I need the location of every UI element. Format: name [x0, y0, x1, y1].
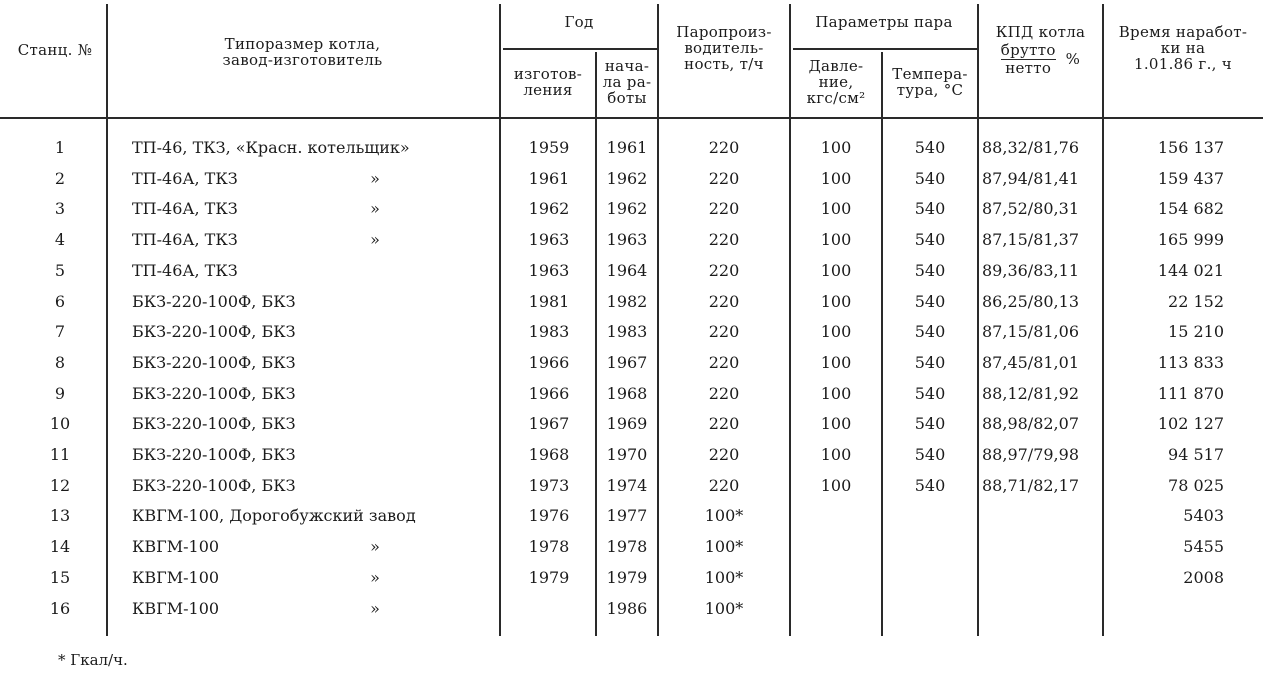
header-steam-output: Паропроиз- водитель- ность, т/ч [676, 23, 772, 73]
cell-year-manufacture: 1963 [528, 230, 570, 250]
cell-temperature: 540 [914, 475, 946, 495]
cell-runtime: 5455 [1183, 537, 1224, 557]
cell-efficiency: 87,15/81,37 [982, 230, 1079, 250]
cell-temperature: 540 [914, 352, 946, 372]
cell-steam-output: 220 [708, 475, 740, 495]
cell-year-start: 1962 [606, 168, 648, 188]
cell-year-start: 1968 [606, 383, 648, 403]
cell-efficiency: 87,45/81,01 [982, 352, 1079, 372]
cell-year-start: 1970 [606, 445, 648, 464]
cell-station-no: 5 [54, 260, 66, 280]
cell-runtime: 154 682 [1157, 199, 1224, 219]
cell-efficiency: 87,52/80,31 [982, 199, 1079, 219]
cell-efficiency: 88,98/82,07 [982, 414, 1079, 434]
cell-steam-output: 100* [704, 537, 744, 557]
cell-year-manufacture: 1983 [528, 322, 570, 342]
cell-steam-output: 220 [708, 322, 740, 342]
cell-station-no: 14 [49, 537, 71, 557]
cell-runtime: 159 437 [1157, 168, 1224, 188]
cell-efficiency: 87,94/81,41 [982, 168, 1079, 188]
col-rule-7 [977, 4, 979, 636]
cell-year-start: 1977 [606, 506, 648, 526]
cell-pressure: 100 [820, 414, 852, 434]
cell-year-manufacture: 1967 [528, 414, 570, 434]
cell-steam-output: 220 [708, 199, 740, 219]
header-station-no: Станц. № [17, 41, 93, 59]
cell-temperature: 540 [914, 445, 946, 464]
cell-year-start: 1969 [606, 414, 648, 434]
cell-efficiency: 86,25/80,13 [982, 291, 1079, 311]
cell-pressure: 100 [820, 322, 852, 342]
cell-station-no: 6 [54, 291, 66, 311]
cell-pressure: 100 [820, 445, 852, 464]
cell-boiler-type: БКЗ-220-100Ф, БКЗ [132, 445, 296, 464]
cell-ditto: » [370, 537, 380, 557]
cell-temperature: 540 [914, 322, 946, 342]
cell-efficiency: 88,97/79,98 [982, 445, 1079, 464]
cell-efficiency: 88,32/81,76 [982, 138, 1079, 157]
cell-year-manufacture: 1963 [528, 260, 570, 280]
cell-temperature: 540 [914, 138, 946, 157]
cell-temperature: 540 [914, 383, 946, 403]
cell-year-manufacture: 1966 [528, 383, 570, 403]
cell-station-no: 2 [54, 168, 66, 188]
cell-year-start: 1961 [606, 138, 648, 157]
header-runtime: Время наработ- ки на 1.01.86 г., ч [1118, 23, 1248, 73]
cell-year-start: 1974 [606, 475, 648, 495]
cell-station-no: 12 [49, 475, 71, 495]
cell-boiler-type: ТП-46А, ТКЗ [132, 168, 238, 188]
header-pressure: Давле- ние, кгс/см² [806, 57, 866, 107]
cell-runtime: 111 870 [1157, 383, 1224, 403]
cell-boiler-type: БКЗ-220-100Ф, БКЗ [132, 291, 296, 311]
cell-pressure: 100 [820, 383, 852, 403]
cell-station-no: 1 [54, 138, 66, 157]
cell-boiler-type: БКЗ-220-100Ф, БКЗ [132, 322, 296, 342]
cell-steam-output: 220 [708, 445, 740, 464]
header-steam-params: Параметры пара [815, 13, 953, 31]
cell-boiler-type: ТП-46А, ТКЗ [132, 199, 238, 219]
cell-steam-output: 220 [708, 383, 740, 403]
cell-efficiency: 88,71/82,17 [982, 475, 1079, 495]
cell-boiler-type: ТП-46А, ТКЗ [132, 230, 238, 250]
cell-year-manufacture: 1973 [528, 475, 570, 495]
cell-year-manufacture: 1981 [528, 291, 570, 311]
cell-temperature: 540 [914, 260, 946, 280]
cell-temperature: 540 [914, 230, 946, 250]
cell-station-no: 4 [54, 230, 66, 250]
cell-year-start: 1983 [606, 322, 648, 342]
cell-pressure: 100 [820, 138, 852, 157]
cell-boiler-type: КВГМ-100, Дорогобужский завод [132, 506, 416, 526]
header-year: Год [564, 13, 594, 31]
cell-year-manufacture: 1962 [528, 199, 570, 219]
cell-steam-output: 100* [704, 567, 744, 587]
cell-boiler-type: КВГМ-100 [132, 567, 220, 587]
cell-runtime: 113 833 [1157, 352, 1224, 372]
header-boiler-type: Типоразмер котла, завод-изготовитель [222, 35, 383, 69]
cell-ditto: » [370, 168, 380, 188]
cell-runtime: 144 021 [1157, 260, 1224, 280]
cell-temperature: 540 [914, 414, 946, 434]
cell-ditto: » [370, 199, 380, 219]
cell-steam-output: 220 [708, 352, 740, 372]
steam-params-subheader-rule [793, 48, 977, 50]
cell-station-no: 9 [54, 383, 66, 403]
cell-year-manufacture: 1959 [528, 138, 570, 157]
cell-boiler-type: КВГМ-100 [132, 598, 220, 618]
cell-pressure: 100 [820, 260, 852, 280]
cell-runtime: 156 137 [1157, 138, 1224, 157]
cell-ditto: » [370, 598, 380, 618]
cell-year-manufacture: 1961 [528, 168, 570, 188]
cell-temperature: 540 [914, 168, 946, 188]
cell-year-start: 1979 [606, 567, 648, 587]
cell-station-no: 3 [54, 199, 66, 219]
footnote: * Гкал/ч. [58, 651, 128, 669]
cell-station-no: 8 [54, 352, 66, 372]
cell-year-manufacture: 1976 [528, 506, 570, 526]
cell-year-start: 1967 [606, 352, 648, 372]
cell-runtime: 94 517 [1168, 445, 1224, 464]
cell-pressure: 100 [820, 352, 852, 372]
cell-boiler-type: ТП-46А, ТКЗ [132, 260, 238, 280]
cell-boiler-type: БКЗ-220-100Ф, БКЗ [132, 352, 296, 372]
cell-steam-output: 220 [708, 138, 740, 157]
cell-station-no: 7 [54, 322, 66, 342]
header-efficiency-netto: нетто [1005, 59, 1052, 77]
cell-ditto: » [370, 230, 380, 250]
cell-efficiency: 88,12/81,92 [982, 383, 1079, 403]
cell-year-start: 1963 [606, 230, 648, 250]
cell-year-manufacture: 1966 [528, 352, 570, 372]
cell-steam-output: 100* [704, 598, 744, 618]
cell-efficiency: 87,15/81,06 [982, 322, 1079, 342]
cell-boiler-type: БКЗ-220-100Ф, БКЗ [132, 383, 296, 403]
cell-steam-output: 220 [708, 291, 740, 311]
header-bottom-rule [0, 117, 1263, 119]
header-year-manufacture: изготов- ления [513, 65, 583, 99]
cell-steam-output: 220 [708, 414, 740, 434]
cell-station-no: 13 [49, 506, 71, 526]
header-year-start: нача- ла ра- боты [602, 57, 652, 107]
col-rule-1 [106, 4, 108, 636]
cell-year-start: 1982 [606, 291, 648, 311]
cell-year-start: 1978 [606, 537, 648, 557]
header-temperature: Темпера- тура, °C [892, 65, 968, 99]
cell-runtime: 102 127 [1157, 414, 1224, 434]
cell-station-no: 10 [49, 414, 71, 434]
cell-boiler-type: БКЗ-220-100Ф, БКЗ [132, 414, 296, 434]
cell-year-start: 1962 [606, 199, 648, 219]
cell-temperature: 540 [914, 291, 946, 311]
cell-station-no: 11 [49, 445, 71, 464]
col-rule-2 [499, 4, 501, 636]
cell-year-manufacture: 1978 [528, 537, 570, 557]
cell-pressure: 100 [820, 475, 852, 495]
year-subheader-rule [503, 48, 658, 50]
cell-pressure: 100 [820, 168, 852, 188]
cell-steam-output: 220 [708, 168, 740, 188]
cell-runtime: 22 152 [1168, 291, 1224, 311]
cell-year-start: 1986 [606, 598, 648, 618]
cell-year-start: 1964 [606, 260, 648, 280]
cell-boiler-type: КВГМ-100 [132, 537, 220, 557]
header-efficiency-brutto: брутто [1000, 41, 1056, 59]
cell-year-manufacture: 1968 [528, 445, 570, 464]
cell-pressure: 100 [820, 230, 852, 250]
cell-runtime: 165 999 [1157, 230, 1224, 250]
cell-pressure: 100 [820, 199, 852, 219]
header-efficiency: КПД котла брутто нетто % [995, 23, 1086, 77]
cell-boiler-type: БКЗ-220-100Ф, БКЗ [132, 475, 296, 495]
cell-station-no: 16 [49, 598, 71, 618]
cell-year-manufacture: 1979 [528, 567, 570, 587]
cell-boiler-type: ТП-46, ТКЗ, «Красн. котельщик» [132, 138, 410, 157]
cell-steam-output: 100* [704, 506, 744, 526]
cell-efficiency: 89,36/83,11 [982, 260, 1079, 280]
cell-steam-output: 220 [708, 230, 740, 250]
cell-pressure: 100 [820, 291, 852, 311]
cell-runtime: 15 210 [1168, 322, 1224, 342]
cell-runtime: 5403 [1183, 506, 1224, 526]
header-efficiency-unit: % [1065, 50, 1081, 68]
cell-temperature: 540 [914, 199, 946, 219]
cell-ditto: » [370, 567, 380, 587]
cell-station-no: 15 [49, 567, 71, 587]
cell-steam-output: 220 [708, 260, 740, 280]
cell-runtime: 2008 [1183, 567, 1224, 587]
cell-runtime: 78 025 [1168, 475, 1224, 495]
